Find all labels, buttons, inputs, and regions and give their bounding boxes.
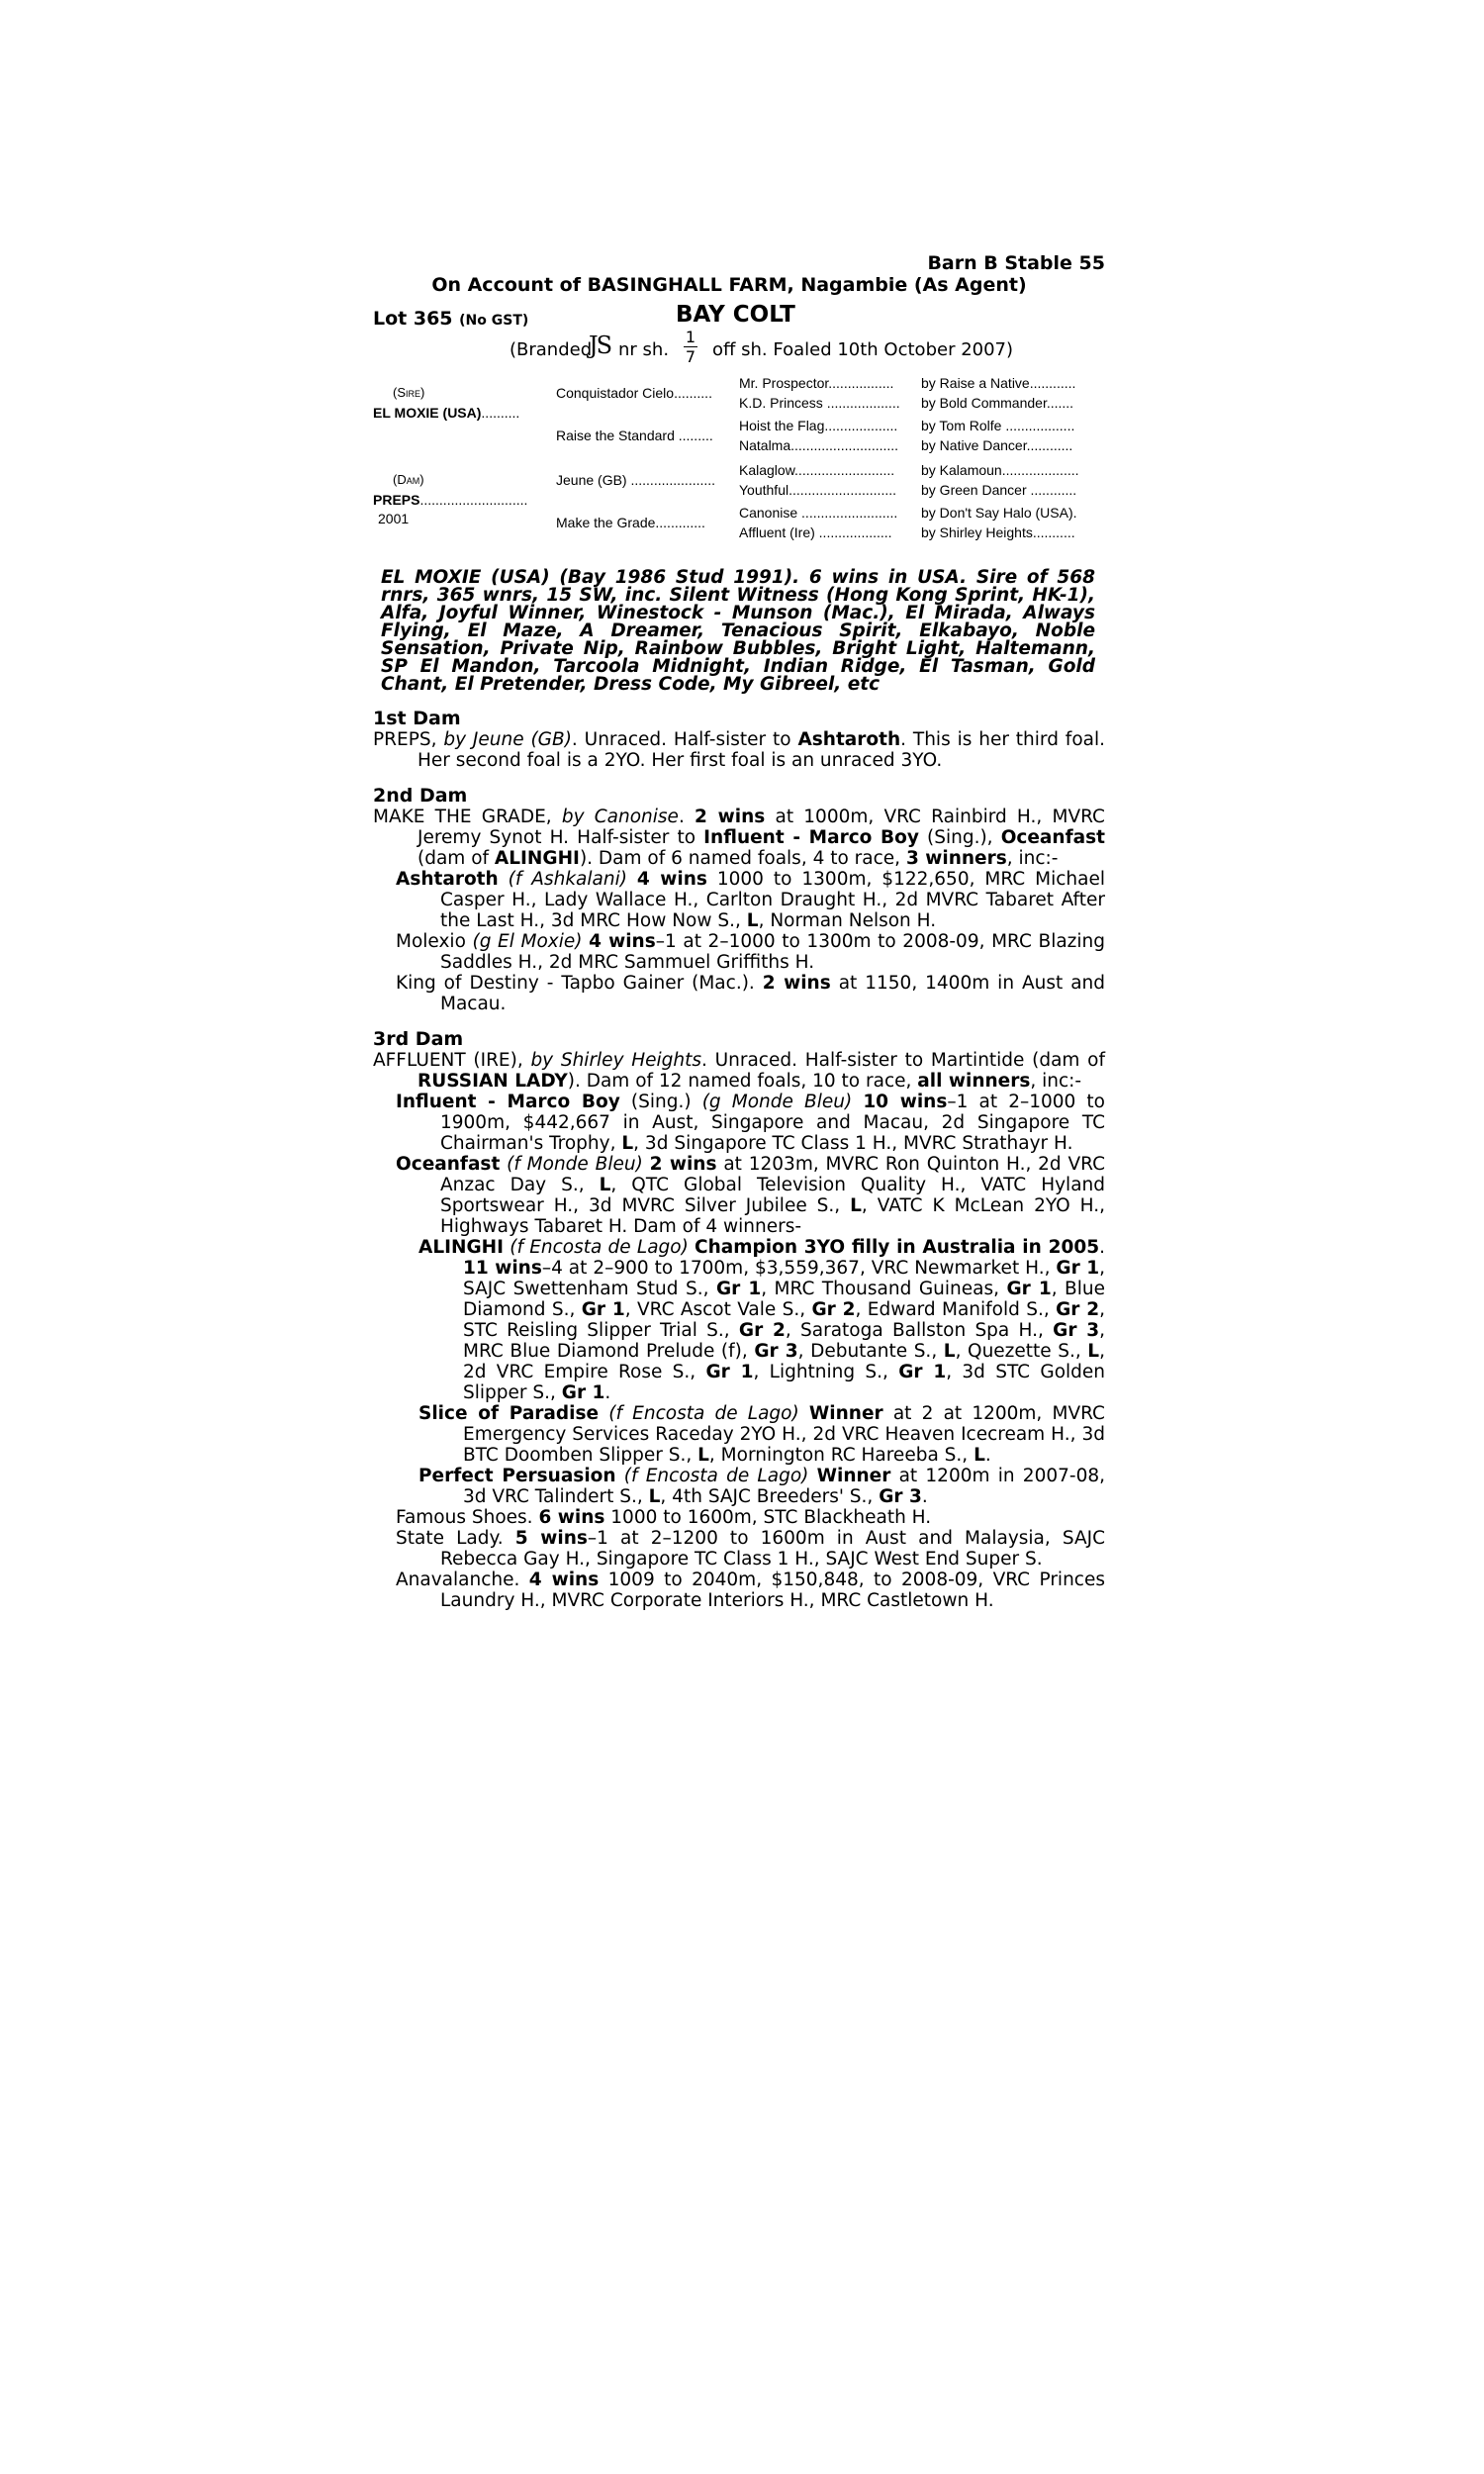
- t: at 2 at 1200m, MVRC Emergency Services Raceday 2YO H., 2d VRC Heaven Icecream H., 3d BTC Doomben Slipper S.,: [463, 1403, 1105, 1466]
- t: (f Encosta de Lago): [623, 1466, 809, 1486]
- t: King of Destiny - Tapbo Gainer (Mac.).: [396, 973, 755, 994]
- t: 1009 to 2040m, $150,848, to 2008-09, VRC Princes Laundry H., MVRC Corporate Interiors H., MRC Castletown H.: [440, 1570, 1105, 1611]
- t: 1000 to 1600m, STC Blackheath H.: [610, 1507, 932, 1528]
- gen3-7: Canonise .........................: [739, 505, 898, 521]
- t: at 1150, 1400m in Aust and Macau.: [440, 973, 1106, 1014]
- t: , STC Reisling Slipper Trial S.,: [463, 1299, 1106, 1341]
- gen3-3: Hoist the Flag...................: [739, 418, 898, 433]
- barn-stable: Barn B Stable 55: [927, 252, 1105, 274]
- t: L: [599, 1175, 611, 1195]
- gen3-8: Affluent (Ire) ...................: [739, 524, 892, 540]
- lot-row: [373, 302, 1105, 332]
- lot-label: Lot 365: [373, 308, 453, 330]
- produce-influent: [373, 1092, 1105, 1154]
- brand-denominator: 7: [685, 347, 696, 366]
- t: 4 wins: [528, 1570, 600, 1590]
- dam-dots: ............................: [419, 492, 528, 508]
- gen3-1: Mr. Prospector.................: [739, 375, 894, 391]
- t: 3 winners: [905, 848, 1007, 869]
- produce-perfect-persuasion: [373, 1466, 1105, 1507]
- t: at 1203m, MVRC Ron Quinton H., 2d VRC Anzac Day S.,: [440, 1154, 1105, 1195]
- t: (Sing.),: [927, 827, 993, 848]
- sire-summary: EL MOXIE (USA) (Bay 1986 Stud 1991). 6 wins in USA. Sire of 568 rnrs, 365 wnrs, 15 SW, inc. Silent Witness (Hong Kong Sprint, HK-1), Alfa, Joyful Winner, Winestock - Munson (Mac.), El Mirada, Always Flying, El Maze, A Dreamer, Tenacious Spirit, Elkabayo, Noble Sensation, Private Nip, Rainbow Bubbles, Bright Light, Haltemann, SP El Mandon, Tarcoola Midnight, Indian Ridge, El Tasman, Gold Chant, El Pretender, Dress Code, My Gibreel, etc: [381, 567, 1095, 695]
- gen4-7: by Don't Say Halo (USA).: [921, 505, 1077, 521]
- t: , SAJC Swettenham Stud S.,: [463, 1258, 1105, 1299]
- gen4-4: by Native Dancer............: [921, 437, 1073, 453]
- sire-name: EL MOXIE (USA): [373, 405, 482, 421]
- t: Influent - Marco Boy: [396, 1092, 620, 1112]
- gen4-6: by Green Dancer ............: [921, 482, 1077, 498]
- t: Winner: [816, 1466, 891, 1486]
- t: 11 wins: [463, 1258, 542, 1279]
- brand-near: nr sh.: [618, 339, 670, 360]
- first-dam-relative: Ashtaroth: [797, 729, 901, 750]
- t: .: [984, 1445, 991, 1466]
- gen3-6: Youthful............................: [739, 482, 896, 498]
- t: L: [621, 1133, 634, 1154]
- t: at 1200m in 2007-08, 3d VRC Talindert S.,: [463, 1466, 1105, 1507]
- gen3-4: Natalma............................: [739, 437, 899, 453]
- gen3-5: Kalaglow..........................: [739, 462, 895, 478]
- produce-anavalanche: [373, 1570, 1105, 1611]
- first-dam-t1: . Unraced. Half-sister to: [571, 729, 791, 750]
- first-dam-sire: by Jeune (GB): [443, 729, 572, 750]
- first-dam-name: PREPS,: [373, 729, 437, 750]
- second-dam-sire: by Canonise: [561, 807, 679, 827]
- t: Influent - Marco Boy: [703, 827, 919, 848]
- t: Winner: [808, 1403, 883, 1424]
- t: , 3d STC Golden Slipper S.,: [463, 1362, 1105, 1403]
- second-dam-heading: 2nd Dam: [373, 785, 468, 807]
- brand-rest: off sh. Foaled 10th October 2007): [712, 339, 1014, 360]
- t: Gr 1: [715, 1279, 762, 1299]
- t: Ashtaroth: [396, 869, 499, 890]
- t: , MRC Blue Diamond Prelude (f),: [463, 1320, 1106, 1362]
- gen2-dam-sire: Jeune (GB) ......................: [556, 472, 716, 488]
- dam-name: PREPS: [373, 492, 420, 508]
- t: , 4th SAJC Breeders' S.,: [660, 1486, 874, 1507]
- t: Molexio: [396, 931, 466, 952]
- dam-name-cell: [373, 492, 527, 508]
- gen4-5: by Kalamoun....................: [921, 462, 1079, 478]
- brand-fraction: [684, 328, 697, 366]
- t: RUSSIAN LADY: [417, 1071, 568, 1092]
- t: .: [678, 807, 685, 827]
- t: Gr 2: [738, 1320, 786, 1341]
- t: . Unraced. Half-sister to Martintide (dam of: [701, 1050, 1105, 1071]
- produce-slice-of-paradise: [373, 1403, 1105, 1466]
- t: –1 at 2–1000 to 1900m, $442,667 in Aust, Singapore and Macau, 2d Singapore TC Chairman's Trophy,: [440, 1092, 1105, 1154]
- t: Gr 1: [581, 1299, 625, 1320]
- t: L: [746, 910, 759, 931]
- t: Famous Shoes.: [396, 1507, 533, 1528]
- t: Gr 3: [754, 1341, 798, 1362]
- third-dam-heading: 3rd Dam: [373, 1028, 464, 1050]
- t: L: [648, 1486, 661, 1507]
- t: ALINGHI: [418, 1237, 505, 1258]
- t: , Edward Manifold S.,: [855, 1299, 1050, 1320]
- t: , Lightning S.,: [753, 1362, 888, 1382]
- gen3-2: K.D. Princess ...................: [739, 395, 900, 411]
- t: (f Monde Bleu): [507, 1154, 643, 1175]
- t: .: [1099, 1237, 1105, 1258]
- gen4-2: by Bold Commander.......: [921, 395, 1074, 411]
- produce-alinghi: [373, 1237, 1105, 1403]
- t: Gr 1: [1006, 1279, 1052, 1299]
- t: , 2d VRC Empire Rose S.,: [463, 1341, 1105, 1382]
- vendor-account: On Account of BASINGHALL FARM, Nagambie (As Agent): [431, 274, 1027, 296]
- brand-open: (Branded: [510, 339, 593, 360]
- gst-note: (No GST): [459, 313, 529, 329]
- t: 2 wins: [695, 807, 766, 827]
- t: Perfect Persuasion: [418, 1466, 616, 1486]
- t: , Norman Nelson H.: [758, 910, 937, 931]
- gen2-sire-dam: Raise the Standard .........: [556, 428, 713, 443]
- t: Gr 1: [561, 1382, 605, 1403]
- t: 5 wins: [514, 1528, 588, 1549]
- second-dam-text: [373, 807, 1105, 869]
- t: .: [604, 1382, 611, 1403]
- catalogue-page: [373, 252, 1105, 1611]
- t: , inc:-: [1030, 1071, 1082, 1092]
- sire-dots: ..........: [481, 405, 520, 421]
- t: L: [943, 1341, 956, 1362]
- gen2-dam-dam: Make the Grade.............: [556, 515, 705, 530]
- t: Gr 1: [898, 1362, 947, 1382]
- dam-label: (Dam): [393, 472, 424, 487]
- t: ). Dam of 6 named foals, 4 to race,: [579, 848, 901, 869]
- produce-state-lady: [373, 1528, 1105, 1570]
- t: Gr 1: [705, 1362, 754, 1382]
- first-dam-section: [373, 708, 1105, 771]
- t: (g Monde Bleu): [701, 1092, 853, 1112]
- t: ). Dam of 12 named foals, 10 to race,: [567, 1071, 912, 1092]
- t: –1 at 2–1000 to 1300m to 2008-09, MRC Blazing Saddles H., 2d MRC Sammuel Griffiths H.: [440, 931, 1105, 973]
- t: by Shirley Heights: [530, 1050, 702, 1071]
- t: at 1000m, VRC Rainbird H., MVRC Jeremy Synot H. Half-sister to: [417, 807, 1105, 848]
- produce-ashtaroth: [373, 869, 1105, 931]
- t: Anavalanche.: [396, 1570, 520, 1590]
- t: Gr 3: [879, 1486, 922, 1507]
- t: AFFLUENT (IRE),: [373, 1050, 523, 1071]
- lot-number: [373, 308, 528, 330]
- t: , Mornington RC Hareeba S.,: [708, 1445, 969, 1466]
- t: 1000 to 1300m, $122,650, MRC Michael Casper H., Lady Wallace H., Carlton Draught H., 2d MVRC Tabaret After the Last H., 3d MRC How Now S.,: [440, 869, 1106, 931]
- t: , Saratoga Ballston Spa H.,: [785, 1320, 1044, 1341]
- brand-line: [373, 328, 1105, 367]
- t: 2 wins: [649, 1154, 717, 1175]
- t: 4 wins: [636, 869, 707, 890]
- t: (f Encosta de Lago): [510, 1237, 689, 1258]
- gen2-sire-sire: Conquistador Cielo..........: [556, 385, 712, 401]
- t: , VATC K McLean 2YO H., Highways Tabaret H. Dam of 4 winners-: [440, 1195, 1105, 1237]
- gen4-8: by Shirley Heights...........: [921, 524, 1075, 540]
- produce-famous-shoes: [373, 1507, 1105, 1528]
- gen4-1: by Raise a Native............: [921, 375, 1076, 391]
- t: (f Encosta de Lago): [608, 1403, 799, 1424]
- t: ALINGHI: [494, 848, 580, 869]
- t: (Sing.): [630, 1092, 692, 1112]
- t: L: [974, 1445, 985, 1466]
- third-dam-text: [373, 1050, 1105, 1092]
- t: Gr 2: [1056, 1299, 1100, 1320]
- t: , VRC Ascot Vale S.,: [624, 1299, 806, 1320]
- t: all winners: [917, 1071, 1031, 1092]
- first-dam-t2: . This is her third foal. Her second foal is a 2YO. Her first foal is an unraced 3YO.: [417, 729, 1105, 771]
- t: Champion 3YO filly in Australia in 2005: [695, 1237, 1100, 1258]
- t: 4 wins: [589, 931, 656, 952]
- brand-mark: JS: [589, 332, 611, 359]
- second-dam-name: MAKE THE GRADE,: [373, 807, 552, 827]
- t: , Quezette S.,: [955, 1341, 1081, 1362]
- t: 2 wins: [762, 973, 831, 994]
- foal-year: 2001: [378, 511, 410, 526]
- t: Gr 3: [1053, 1320, 1100, 1341]
- t: , QTC Global Television Quality H., VATC Hyland Sportswear H., 3d MVRC Silver Jubilee S.,: [440, 1175, 1105, 1216]
- t: Slice of Paradise: [418, 1403, 600, 1424]
- t: .: [921, 1486, 928, 1507]
- t: Oceanfast: [396, 1154, 501, 1175]
- t: State Lady.: [396, 1528, 504, 1549]
- t: –4 at 2–900 to 1700m, $3,559,367, VRC Newmarket H.,: [541, 1258, 1051, 1279]
- t: –1 at 2–1200 to 1600m in Aust and Malaysia, SAJC Rebecca Gay H., Singapore TC Class 1 H., SAJC West End Super S.: [440, 1528, 1105, 1570]
- sire-label: (Sire): [393, 385, 425, 400]
- horse-sex: BAY COLT: [676, 302, 795, 328]
- first-dam-heading: 1st Dam: [373, 708, 461, 729]
- t: 10 wins: [863, 1092, 948, 1112]
- t: Gr 1: [1056, 1258, 1100, 1279]
- pedigree-table: [373, 373, 1105, 551]
- second-dam-section: [373, 785, 1105, 1014]
- t: 6 wins: [538, 1507, 605, 1528]
- sire-name-cell: [373, 405, 519, 421]
- brand-numerator: 1: [685, 328, 696, 346]
- t: L: [850, 1195, 862, 1216]
- t: Oceanfast: [1000, 827, 1105, 848]
- t: Gr 2: [811, 1299, 856, 1320]
- t: , inc:-: [1006, 848, 1059, 869]
- first-dam-text: [373, 729, 1105, 771]
- produce-king-of-destiny: [373, 973, 1105, 1014]
- produce-molexio: [373, 931, 1105, 973]
- t: , Debutante S.,: [797, 1341, 938, 1362]
- t: L: [697, 1445, 709, 1466]
- t: L: [1087, 1341, 1100, 1362]
- t: , MRC Thousand Guineas,: [761, 1279, 999, 1299]
- t: (f Ashkalani): [508, 869, 627, 890]
- third-dam-section: [373, 1028, 1105, 1611]
- t: , Blue Diamond S.,: [463, 1279, 1105, 1320]
- t: , 3d Singapore TC Class 1 H., MVRC Strathayr H.: [633, 1133, 1073, 1154]
- produce-oceanfast: [373, 1154, 1105, 1237]
- gen4-3: by Tom Rolfe ..................: [921, 418, 1075, 433]
- t: (dam of: [417, 848, 490, 869]
- t: (g El Moxie): [472, 931, 583, 952]
